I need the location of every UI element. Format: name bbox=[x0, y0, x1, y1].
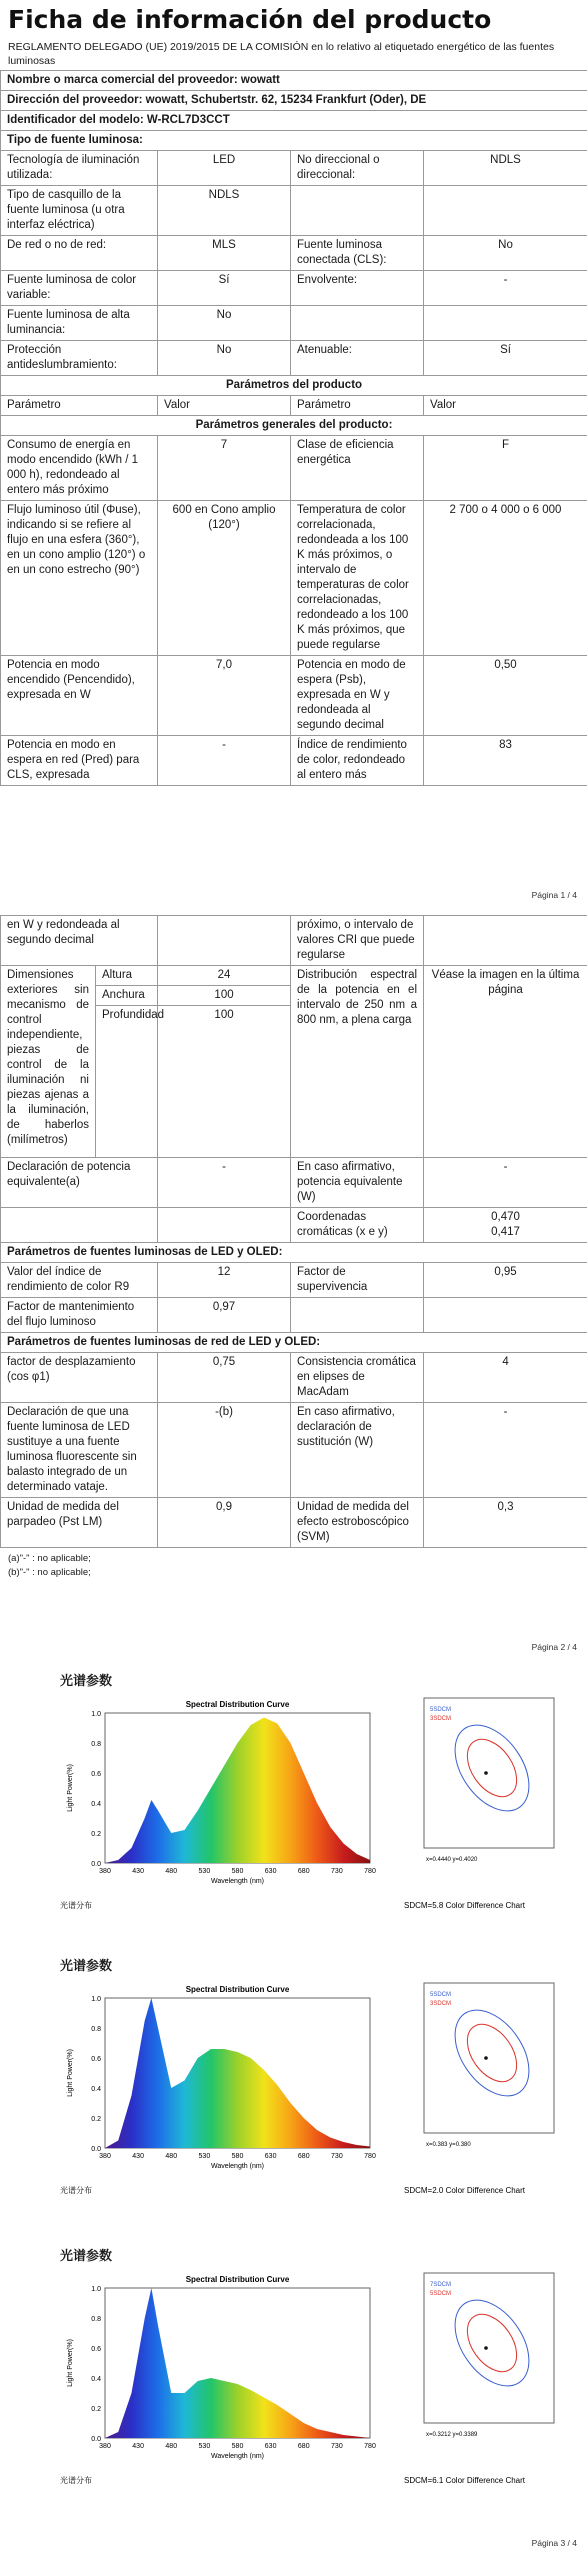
y-tick-label: 0.2 bbox=[91, 2116, 101, 2123]
param-label: Consistencia cromática en elipses de MacAdam bbox=[291, 1353, 424, 1403]
param-value: 7,0 bbox=[158, 656, 291, 736]
y-tick-label: 0.8 bbox=[91, 2026, 101, 2033]
param-label: Tecnología de iluminación utilizada: bbox=[1, 151, 158, 186]
y-tick-label: 0.4 bbox=[91, 2086, 101, 2093]
param-value bbox=[158, 916, 291, 966]
param-value: No bbox=[158, 341, 291, 376]
table-row bbox=[1, 436, 587, 501]
x-tick-label: 680 bbox=[297, 2153, 310, 2160]
light-source-type: Tipo de fuente luminosa: bbox=[1, 131, 587, 151]
x-tick-label: 430 bbox=[132, 2153, 144, 2160]
x-tick-label: 630 bbox=[264, 2443, 277, 2450]
caption-left: 光谱分布 bbox=[60, 2186, 92, 2195]
param-label bbox=[291, 306, 424, 341]
table-row bbox=[1, 306, 587, 341]
x-tick-label: 680 bbox=[297, 2443, 310, 2450]
y-tick-label: 0.0 bbox=[91, 2146, 101, 2153]
sdcm-ellipse bbox=[440, 2286, 544, 2399]
param-value bbox=[424, 1298, 587, 1333]
table-row bbox=[1, 341, 587, 376]
param-value bbox=[158, 1208, 291, 1243]
measured-point bbox=[484, 2056, 488, 2060]
color-difference-chart bbox=[404, 2268, 564, 2488]
dim-value: 100 bbox=[158, 1006, 291, 1158]
x-tick-label: 780 bbox=[364, 2153, 376, 2160]
spectral-value: Véase la imagen en la última página bbox=[424, 966, 587, 1158]
x-axis-label: Wavelength (nm) bbox=[210, 2453, 265, 2460]
coord-readout: x=0.383 y=0.380 bbox=[426, 2142, 471, 2148]
param-label: Flujo luminoso útil (Φuse), indicando si se refiere al flujo en una esfera (360°), en un cono amplio (120°) o en un cono estrecho (90°) bbox=[1, 501, 158, 656]
spectral-chart bbox=[60, 2268, 390, 2488]
param-label: Tipo de casquillo de la fuente luminosa (u otra interfaz eléctrica) bbox=[1, 186, 158, 236]
table-row bbox=[1, 151, 587, 186]
coord-readout: x=0.3212 y=0.3389 bbox=[426, 2432, 478, 2438]
param-label: Unidad de medida del parpadeo (Pst LM) bbox=[1, 1498, 158, 1548]
spectral-title: 光谱参数 bbox=[60, 1959, 113, 1974]
param-label: No direccional o direccional: bbox=[291, 151, 424, 186]
dim-label: Anchura bbox=[96, 986, 158, 1006]
legend-entry: 5SDCM bbox=[430, 1992, 452, 1998]
param-value: F bbox=[424, 436, 587, 501]
y-tick-label: 0.6 bbox=[91, 1771, 101, 1778]
param-value bbox=[424, 916, 587, 966]
x-axis-label: Wavelength (nm) bbox=[210, 2163, 265, 2170]
y-tick-label: 1.0 bbox=[91, 2286, 101, 2293]
param-value: 0,9 bbox=[158, 1498, 291, 1548]
caption-left: 光谱分布 bbox=[60, 2476, 92, 2485]
param-value: 0,97 bbox=[158, 1298, 291, 1333]
param-value: Sí bbox=[424, 341, 587, 376]
param-label: Fuente luminosa de color variable: bbox=[1, 271, 158, 306]
param-value: 2 700 o 4 000 o 6 000 bbox=[424, 501, 587, 656]
spectral-area bbox=[105, 2288, 370, 2438]
x-tick-label: 730 bbox=[331, 2443, 343, 2450]
x-tick-label: 530 bbox=[198, 1868, 211, 1875]
measured-point bbox=[484, 2346, 488, 2350]
sdcm-ellipse bbox=[457, 2305, 526, 2380]
section-led-oled: Parámetros de fuentes luminosas de LED y OLED: bbox=[1, 1243, 587, 1263]
param-value: 0,3 bbox=[424, 1498, 587, 1548]
spectral-label: Distribución espectral de la potencia en el intervalo de 250 nm a 800 nm, a plena carga bbox=[291, 966, 424, 1158]
x-tick-label: 680 bbox=[297, 1868, 310, 1875]
spectral-area bbox=[105, 1718, 370, 1864]
x-tick-label: 580 bbox=[231, 2153, 244, 2160]
x-tick-label: 780 bbox=[364, 2443, 376, 2450]
dim-label: Profundidad bbox=[96, 1006, 158, 1158]
spectral-block bbox=[60, 1955, 580, 2198]
y-tick-label: 1.0 bbox=[91, 1996, 101, 2003]
param-value: 12 bbox=[158, 1263, 291, 1298]
spectral-area bbox=[105, 1998, 370, 2148]
param-label: Consumo de energía en modo encendido (kWh / 1 000 h), redondeado al entero más próximo bbox=[1, 436, 158, 501]
param-label: En caso afirmativo, declaración de sustitución (W) bbox=[291, 1403, 424, 1498]
y-tick-label: 0.6 bbox=[91, 2346, 101, 2353]
x-tick-label: 630 bbox=[264, 1868, 277, 1875]
spectral-chart bbox=[60, 1978, 390, 2198]
x-tick-label: 530 bbox=[198, 2443, 211, 2450]
y-tick-label: 0.4 bbox=[91, 1801, 101, 1808]
table-row bbox=[1, 1298, 587, 1333]
param-value: - bbox=[158, 1158, 291, 1208]
y-tick-label: 0.2 bbox=[91, 1831, 101, 1838]
param-value: Sí bbox=[158, 271, 291, 306]
param-value: MLS bbox=[158, 236, 291, 271]
param-label: Valor del índice de rendimiento de color R9 bbox=[1, 1263, 158, 1298]
y-tick-label: 0.2 bbox=[91, 2406, 101, 2413]
x-tick-label: 430 bbox=[132, 2443, 144, 2450]
x-tick-label: 480 bbox=[165, 1868, 178, 1875]
note-a: (a)"-" : no aplicable; bbox=[8, 1553, 91, 1564]
param-label: próximo, o intervalo de valores CRI que puede regularse bbox=[291, 916, 424, 966]
legend-entry: 3SDCM bbox=[430, 2001, 452, 2007]
legend-entry: 5SDCM bbox=[430, 1707, 452, 1713]
param-label: en W y redondeada al segundo decimal bbox=[1, 916, 158, 966]
chart-title: Spectral Distribution Curve bbox=[185, 2275, 290, 2284]
sdcm-ellipse bbox=[457, 2015, 526, 2090]
y-tick-label: 0.0 bbox=[91, 2436, 101, 2443]
dim-value: 100 bbox=[158, 986, 291, 1006]
table-row bbox=[1, 1263, 587, 1298]
caption-left: 光谱分布 bbox=[60, 1901, 92, 1910]
y-tick-label: 0.0 bbox=[91, 1861, 101, 1868]
x-tick-label: 480 bbox=[165, 2443, 178, 2450]
y-axis-label: Light Power(%) bbox=[67, 1764, 74, 1812]
color-difference-chart bbox=[404, 1693, 564, 1913]
x-tick-label: 480 bbox=[165, 2153, 178, 2160]
caption-right: SDCM=6.1 Color Difference Chart bbox=[404, 2476, 526, 2485]
param-label: Factor de mantenimiento del flujo luminoso bbox=[1, 1298, 158, 1333]
param-label bbox=[291, 1298, 424, 1333]
legend-entry: 7SDCM bbox=[430, 2282, 452, 2288]
sdcm-ellipse bbox=[440, 1996, 544, 2109]
param-value: 0,95 bbox=[424, 1263, 587, 1298]
x-tick-label: 580 bbox=[231, 1868, 244, 1875]
y-axis-label: Light Power(%) bbox=[67, 2339, 74, 2387]
param-label: Declaración de potencia equivalente(a) bbox=[1, 1158, 158, 1208]
table-row bbox=[1, 501, 587, 656]
color-difference-chart bbox=[404, 1978, 564, 2198]
page-footer: Página 3 / 4 bbox=[531, 2538, 577, 2548]
chart-title: Spectral Distribution Curve bbox=[185, 1985, 290, 1994]
param-value: - bbox=[424, 1403, 587, 1498]
supplier-address: Dirección del proveedor: wowatt, Schubertstr. 62, 15234 Frankfurt (Oder), DE bbox=[1, 91, 587, 111]
param-value: No bbox=[158, 306, 291, 341]
x-axis-label: Wavelength (nm) bbox=[210, 1878, 265, 1885]
sdcm-ellipse bbox=[440, 1711, 544, 1824]
param-value bbox=[424, 306, 587, 341]
table-row bbox=[1, 656, 587, 736]
model-identifier: Identificador del modelo: W-RCL7D3CCT bbox=[1, 111, 587, 131]
x-tick-label: 730 bbox=[331, 2153, 343, 2160]
param-label: En caso afirmativo, potencia equivalente (W) bbox=[291, 1158, 424, 1208]
param-label bbox=[291, 186, 424, 236]
caption-right: SDCM=5.8 Color Difference Chart bbox=[404, 1901, 526, 1910]
param-label: Índice de rendimiento de color, redondeado al entero más bbox=[291, 736, 424, 786]
x-tick-label: 580 bbox=[231, 2443, 244, 2450]
param-label: Potencia en modo encendido (Pencendido), expresada en W bbox=[1, 656, 158, 736]
page-1 bbox=[0, 0, 587, 915]
spectral-block bbox=[60, 2245, 580, 2488]
param-value: No bbox=[424, 236, 587, 271]
param-value: NDLS bbox=[158, 186, 291, 236]
table-row bbox=[1, 236, 587, 271]
legend-entry: 5SDCM bbox=[430, 2291, 452, 2297]
table-row bbox=[1, 1158, 587, 1208]
param-value: 600 en Cono amplio (120°) bbox=[158, 501, 291, 656]
page-footer: Página 2 / 4 bbox=[531, 1642, 577, 1652]
spectral-title: 光谱参数 bbox=[60, 2249, 113, 2264]
x-tick-label: 530 bbox=[198, 2153, 211, 2160]
spectral-chart bbox=[60, 1693, 390, 1913]
x-tick-label: 630 bbox=[264, 2153, 277, 2160]
param-label: Factor de supervivencia bbox=[291, 1263, 424, 1298]
param-value: NDLS bbox=[424, 151, 587, 186]
x-tick-label: 380 bbox=[99, 2443, 111, 2450]
column-header: Parámetro bbox=[1, 396, 158, 416]
legend-entry: 3SDCM bbox=[430, 1716, 452, 1722]
param-label: Unidad de medida del efecto estroboscópico (SVM) bbox=[291, 1498, 424, 1548]
param-value bbox=[424, 186, 587, 236]
x-tick-label: 780 bbox=[364, 1868, 376, 1875]
param-value: LED bbox=[158, 151, 291, 186]
dimensions-label: Dimensiones exteriores sin mecanismo de control independiente, piezas de control de la iluminación ni piezas ajenas a la iluminación, de haberlos (milímetros) bbox=[1, 966, 96, 1158]
param-value: 4 bbox=[424, 1353, 587, 1403]
param-label: Protección antideslumbramiento: bbox=[1, 341, 158, 376]
y-tick-label: 0.8 bbox=[91, 2316, 101, 2323]
chart-title: Spectral Distribution Curve bbox=[185, 1700, 290, 1709]
sdcm-ellipse bbox=[457, 1730, 526, 1805]
y-tick-label: 0.8 bbox=[91, 1741, 101, 1748]
param-label: Declaración de que una fuente luminosa de LED sustituye a una fuente luminosa fluorescente sin balasto integrado de un determinado vataje. bbox=[1, 1403, 158, 1498]
page-footer: Página 1 / 4 bbox=[531, 890, 577, 900]
column-header: Valor bbox=[158, 396, 291, 416]
dim-label: Altura bbox=[96, 966, 158, 986]
param-label: Clase de eficiencia energética bbox=[291, 436, 424, 501]
spectral-title: 光谱参数 bbox=[60, 1674, 113, 1689]
param-label: Temperatura de color correlacionada, redondeada a los 100 K más próximos, o intervalo de temperaturas de color correlacionadas, redondeado a los 100 K más próximos, que puede regularse bbox=[291, 501, 424, 656]
page-2 bbox=[0, 915, 587, 1652]
table-row bbox=[1, 736, 587, 786]
measured-point bbox=[484, 1771, 488, 1775]
note-b: (b)"-" : no aplicable; bbox=[8, 1567, 91, 1578]
regulation-text: REGLAMENTO DELEGADO (UE) 2019/2015 DE LA COMISIÓN en lo relativo al etiquetado energético de las fuentes luminosas bbox=[8, 41, 555, 67]
page-3 bbox=[0, 1635, 587, 2560]
caption-right: SDCM=2.0 Color Difference Chart bbox=[404, 2186, 526, 2195]
y-tick-label: 0.6 bbox=[91, 2056, 101, 2063]
table-row bbox=[1, 186, 587, 236]
section-led-oled-mains: Parámetros de fuentes luminosas de red de LED y OLED: bbox=[1, 1333, 587, 1353]
param-value: 7 bbox=[158, 436, 291, 501]
section-product-params: Parámetros del producto bbox=[1, 376, 587, 396]
page-title: Ficha de información del producto bbox=[8, 5, 492, 34]
y-axis-label: Light Power(%) bbox=[67, 2049, 74, 2097]
param-label: Fuente luminosa conectada (CLS): bbox=[291, 236, 424, 271]
table-row bbox=[1, 271, 587, 306]
supplier-name: Nombre o marca comercial del proveedor: wowatt bbox=[1, 71, 587, 91]
param-value: - bbox=[424, 271, 587, 306]
info-table-1 bbox=[0, 70, 587, 786]
param-label: Envolvente: bbox=[291, 271, 424, 306]
column-header: Parámetro bbox=[291, 396, 424, 416]
param-value: 0,75 bbox=[158, 1353, 291, 1403]
param-label: De red o no de red: bbox=[1, 236, 158, 271]
param-value: - bbox=[158, 736, 291, 786]
param-label: Coordenadas cromáticas (x e y) bbox=[291, 1208, 424, 1243]
param-label bbox=[1, 1208, 158, 1243]
param-label: Potencia en modo en espera en red (Pred) para CLS, expresada bbox=[1, 736, 158, 786]
param-label: Potencia en modo de espera (Psb), expresada en W y redondeada al segundo decimal bbox=[291, 656, 424, 736]
dim-value: 24 bbox=[158, 966, 291, 986]
section-general: Parámetros generales del producto: bbox=[1, 416, 587, 436]
param-value: -(b) bbox=[158, 1403, 291, 1498]
y-tick-label: 1.0 bbox=[91, 1711, 101, 1718]
table-row bbox=[1, 1353, 587, 1403]
x-tick-label: 730 bbox=[331, 1868, 343, 1875]
y-tick-label: 0.4 bbox=[91, 2376, 101, 2383]
param-label: Fuente luminosa de alta luminancia: bbox=[1, 306, 158, 341]
x-tick-label: 380 bbox=[99, 2153, 111, 2160]
table-row bbox=[1, 1208, 587, 1243]
column-header: Valor bbox=[424, 396, 587, 416]
info-table-2 bbox=[0, 915, 587, 1548]
table-row bbox=[1, 1498, 587, 1548]
table-row bbox=[1, 1403, 587, 1498]
param-label: Atenuable: bbox=[291, 341, 424, 376]
x-tick-label: 380 bbox=[99, 1868, 111, 1875]
param-value: 0,50 bbox=[424, 656, 587, 736]
param-label: factor de desplazamiento (cos φ1) bbox=[1, 1353, 158, 1403]
param-value: 83 bbox=[424, 736, 587, 786]
spectral-block bbox=[60, 1670, 580, 1913]
param-value: - bbox=[424, 1158, 587, 1208]
x-tick-label: 430 bbox=[132, 1868, 144, 1875]
param-value: 0,470 0,417 bbox=[424, 1208, 587, 1243]
coord-readout: x=0.4440 y=0.4020 bbox=[426, 1857, 478, 1863]
